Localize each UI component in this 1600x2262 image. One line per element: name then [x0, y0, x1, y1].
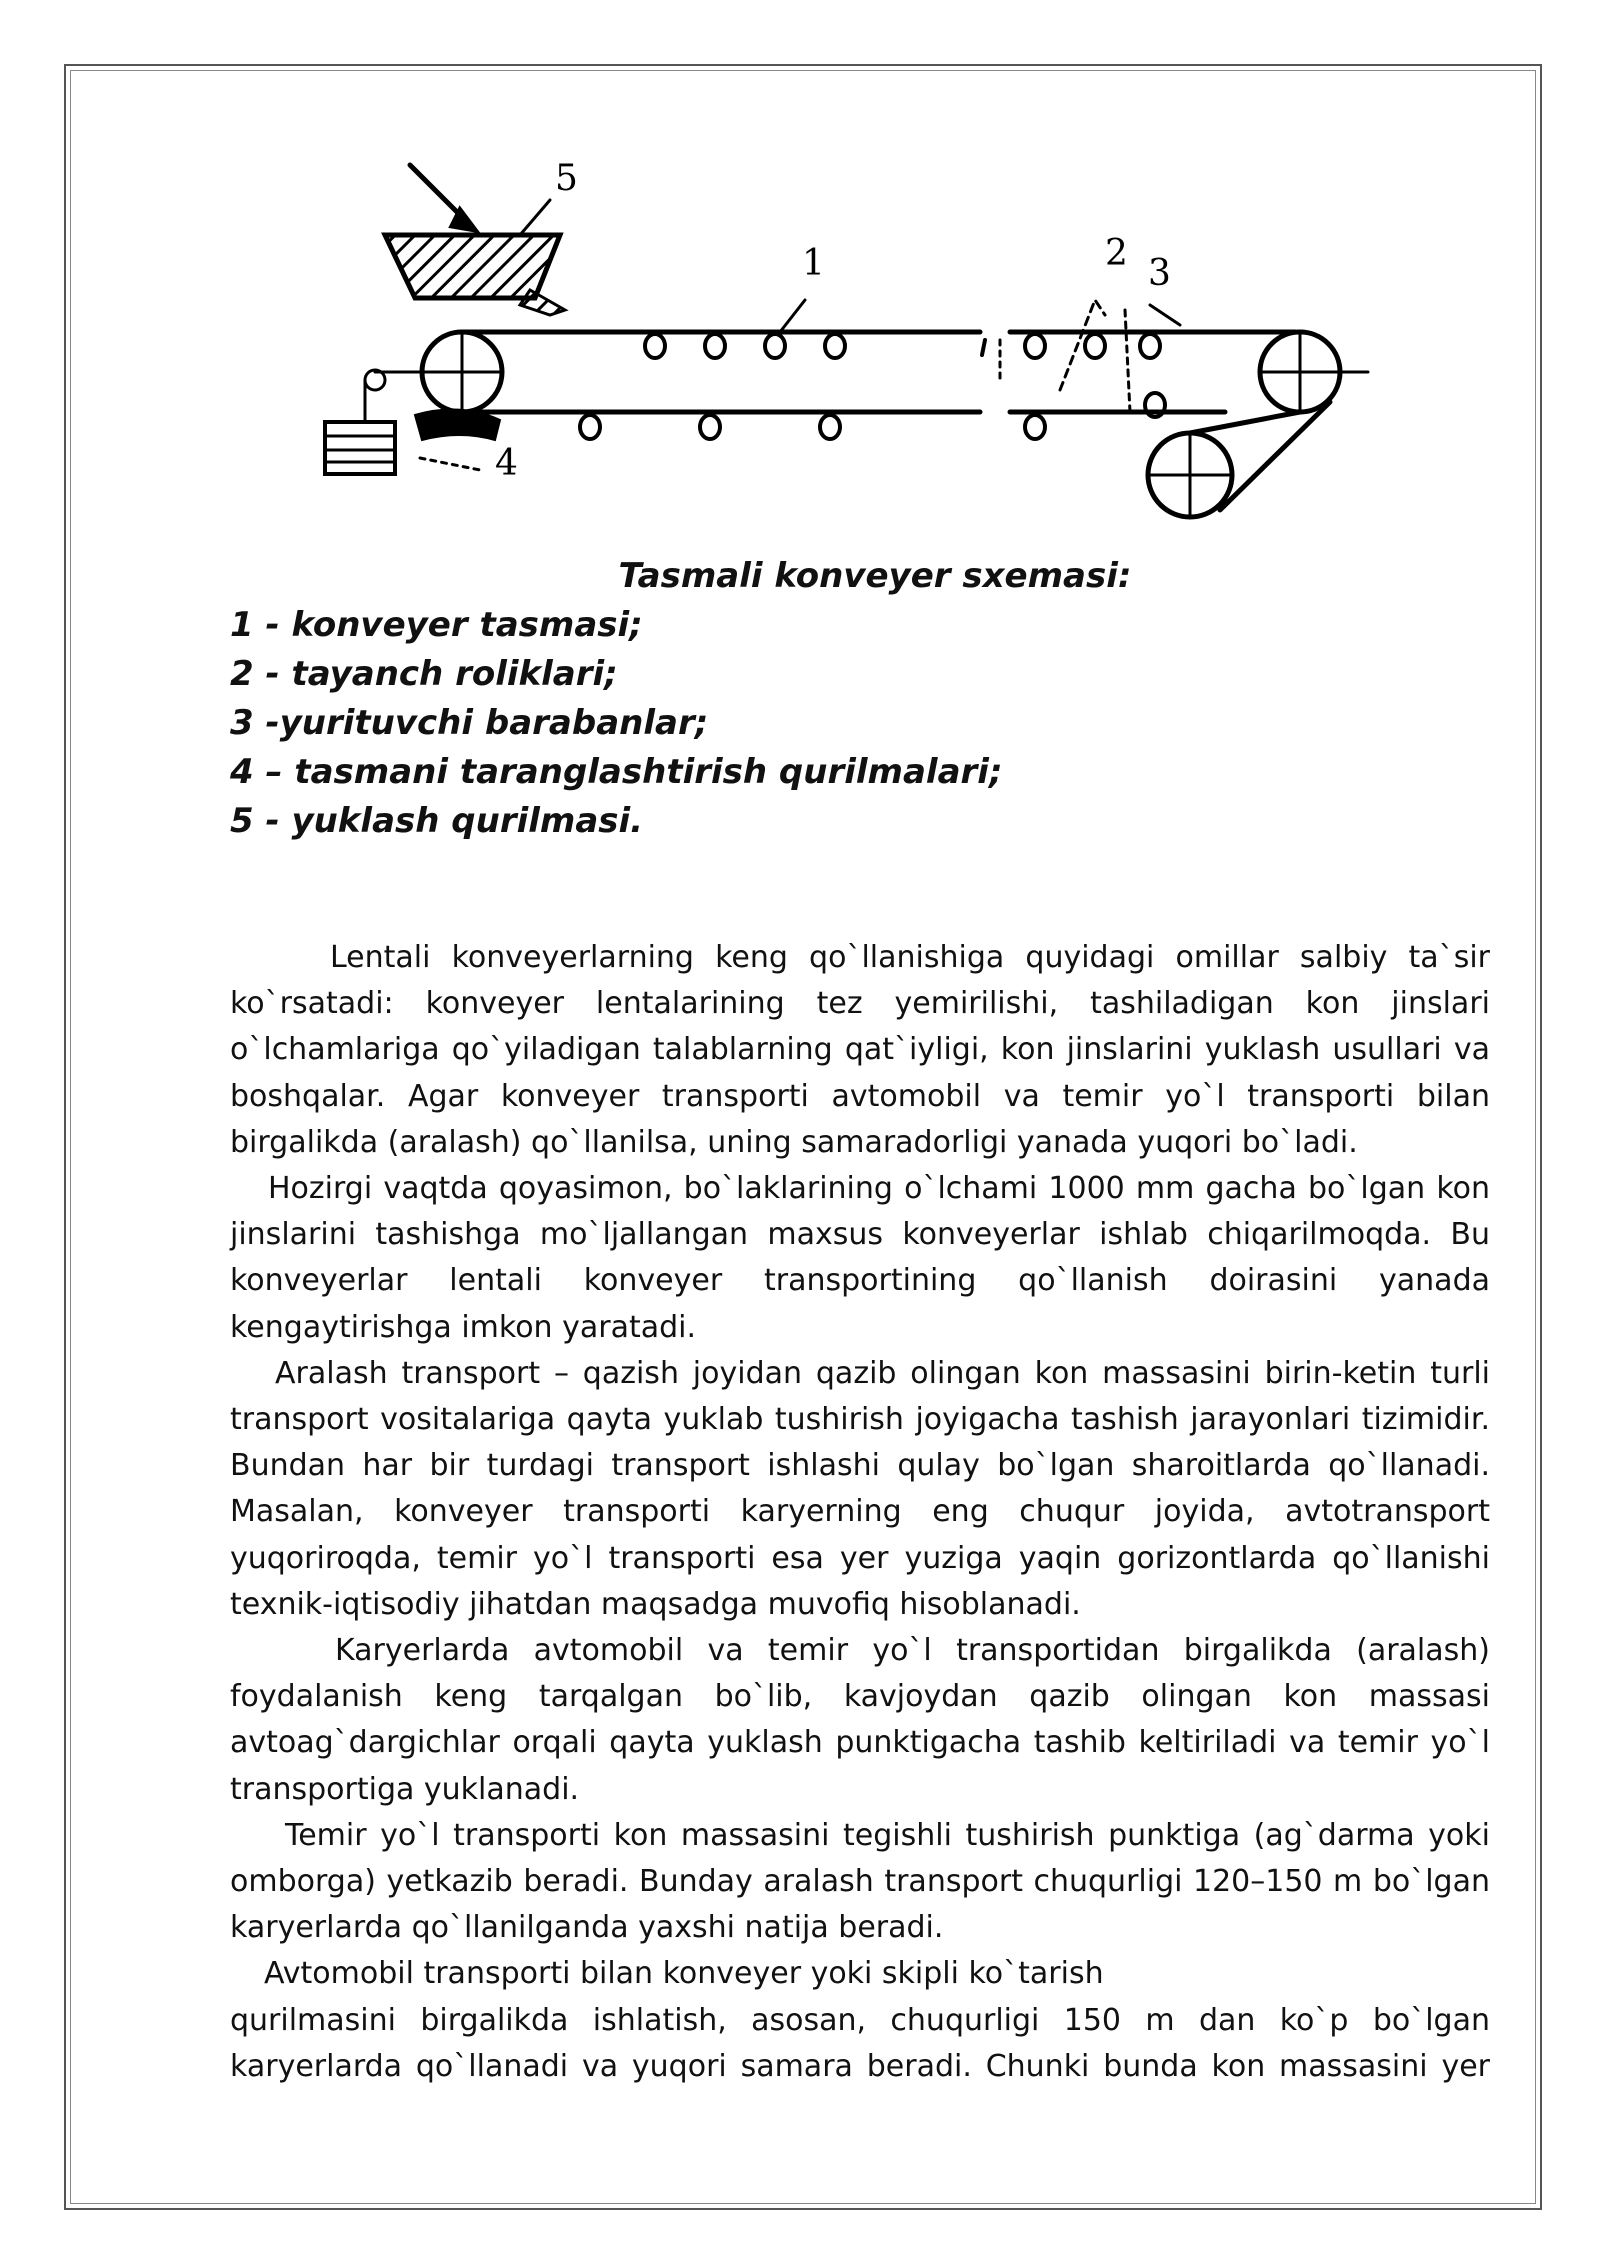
caption-item-2: 2 - tayanch roliklari;: [230, 654, 618, 694]
caption-item-1: 1 - konveyer tasmasi;: [230, 605, 643, 645]
caption-item-4: 4 – tasmani taranglashtirish qurilmalari;: [230, 752, 1003, 792]
upper-rollers: [645, 334, 1160, 358]
paragraph-7: qurilmasini birgalikda ishlatish, asosan, chuqurligi 150 m dan ko`p bo`lgan karyerlarda qo`llanadi va yuqori samara beradi. Chunki bunda kon massasini yer: [230, 2002, 1490, 2084]
label-1: 1: [802, 243, 825, 284]
label-5: 5: [555, 158, 578, 199]
paragraph-4: Karyerlarda avtomobil va temir yo`l transportidan birgalikda (aralash) foydalanish keng tarqalgan bo`lib, kavjoydan qazib olingan kon massasi avtoag`dargichlar orqali qayta yuklash punktigacha tashib keltiriladi va temir yo`l transportiga yuklanadi.: [230, 1633, 1490, 1807]
lower-rollers: [580, 393, 1165, 439]
paragraph-6: Avtomobil transporti bilan konveyer yoki skipli ko`tarish: [264, 1956, 1104, 1992]
loading-hopper: [385, 165, 565, 315]
tensioning-device: [325, 370, 500, 474]
caption-title: Tasmali konveyer sxemasi:: [618, 556, 1132, 596]
label-2: 2: [1105, 233, 1128, 274]
paragraph-2: Hozirgi vaqtda qoyasimon, bo`laklarining o`lchami 1000 mm gacha bo`lgan kon jinslarini tashishga mo`ljallangan maxsus konveyerlar ishlab chiqarilmoqda. Bu konveyerlar lentali konveyer transportining qo`llanish doirasini yanada kengaytirishga imkon yaratadi.: [230, 1171, 1490, 1345]
caption-item-5: 5 - yuklash qurilmasi.: [230, 801, 644, 841]
paragraph-5: Temir yo`l transporti kon massasini tegishli tushirish punktiga (ag`darma yoki omborga) yetkazib beradi. Bunday aralash transport chuqurligi 120–150 m bo`lgan karyerlarda qo`llanilganda yaxshi natija beradi.: [230, 1817, 1490, 1946]
paragraph-3: Aralash transport – qazish joyidan qazib olingan kon massasini birin-ketin turli transport vositalariga qayta yuklab tushirish joyigacha tashish jarayonlari tizimidir. Bundan har bir turdagi transport ishlashi qulay bo`lgan sharoitlarda qo`llanadi. Masalan, konveyer transporti karyerning eng chuqur joyida, avtotransport yuqoriroqda, temir yo`l transporti esa yer yuziga yaqin gorizontlarda qo`llanishi texnik-iqtisodiy jihatdan maqsadga muvofiq hisoblanadi.: [230, 1355, 1490, 1622]
label-4: 4: [495, 443, 518, 484]
label-3: 3: [1148, 253, 1171, 294]
diagram-caption: [230, 552, 1480, 846]
paragraph-1: Lentali konveyerlarning keng qo`llanishiga quyidagi omillar salbiy ta`sir ko`rsatadi: konveyer lentalarining tez yemirilishi, tashiladigan kon jinslari o`lchamlariga qo`yiladigan talablarning qat`iyligi, kon jinslarini yuklash usullari va boshqalar. Agar konveyer transporti avtomobil va temir yo`l transporti bilan birgalikda (aralash) qo`llanilsa, uning samaradorligi yanada yuqori bo`ladi.: [230, 940, 1490, 1160]
body-text: [230, 935, 1490, 2090]
caption-item-3: 3 -yurituvchi barabanlar;: [230, 703, 709, 743]
belt-conveyor-diagram: [310, 140, 1390, 530]
